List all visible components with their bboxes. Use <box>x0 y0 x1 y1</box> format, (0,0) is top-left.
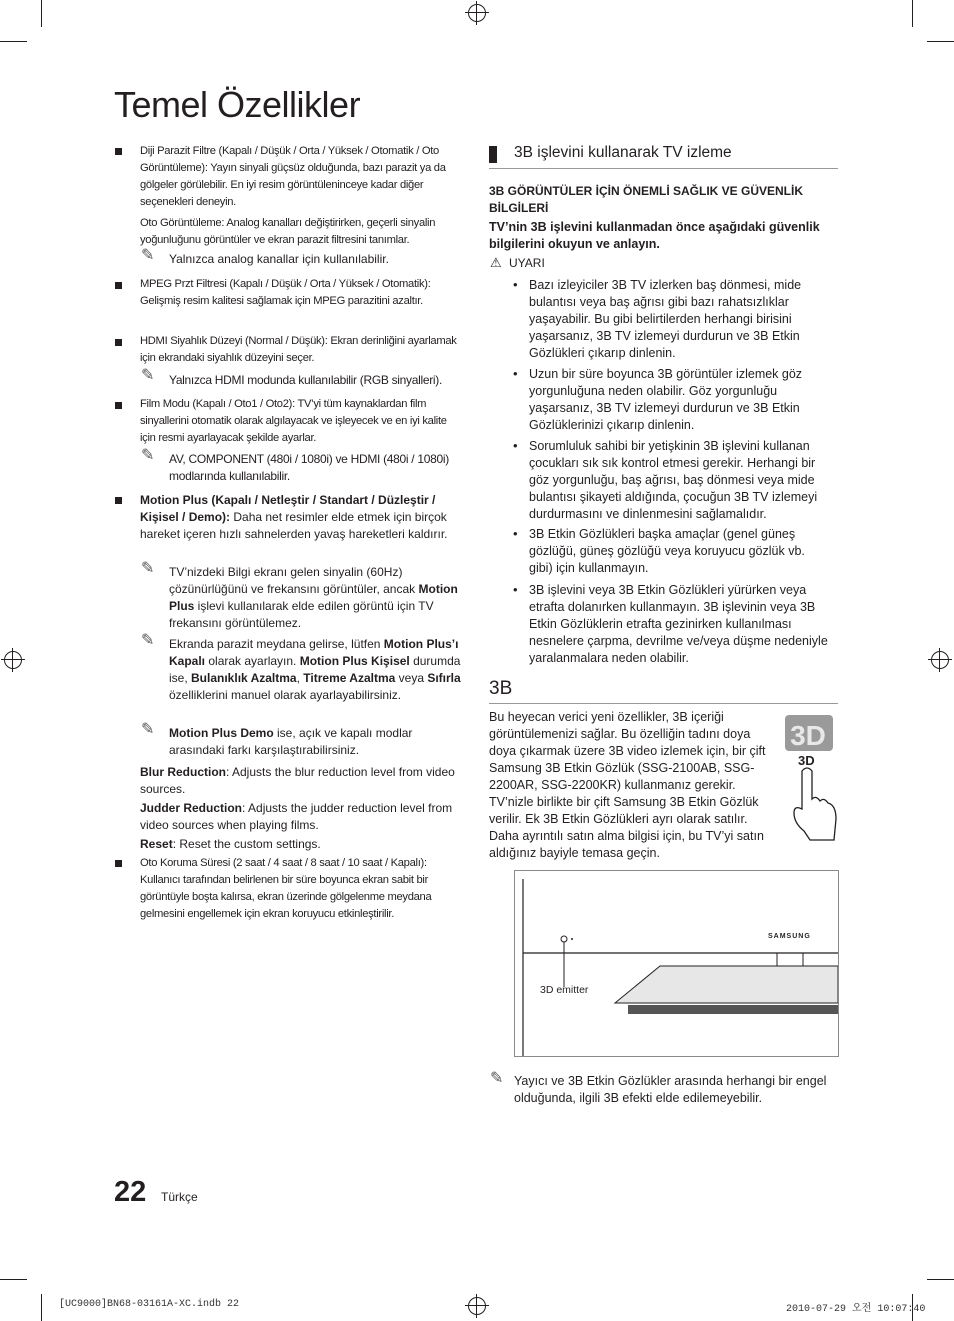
registration-mark-icon <box>4 651 22 669</box>
note-pencil-icon: ✎ <box>141 560 155 577</box>
emitter-label: 3D emitter <box>540 984 589 996</box>
bullet-dot-icon: • <box>513 277 518 292</box>
registration-mark-icon <box>931 651 949 669</box>
warning-bullet: 3B Etkin Gözlükleri başka amaçlar (genel güneş gözlüğü, güneş gözlüğü veya koruyucu gözlük vb. gibi) için kullanmayın. <box>529 527 805 575</box>
motion-note-1: TV’nizdeki Bilgi ekranı gelen sinyalin (60Hz) çözünürlüğünü ve frekansını görüntüler, ancak Motion Plus işlevi kullanılarak elde edilen görüntü için TV frekansını görüntülemez. <box>169 565 458 630</box>
registration-mark-icon <box>468 4 486 22</box>
crop-mark <box>927 41 954 42</box>
registration-mark-icon <box>468 1297 486 1315</box>
bullet-square-icon <box>115 339 122 346</box>
motion-note-3: Motion Plus Demo ise, açık ve kapalı modlar arasındaki farkı karşılaştırabilirsiniz. <box>169 726 413 757</box>
blur-reduction-text: Blur Reduction: Adjusts the blur reduction level from video sources. <box>140 765 455 796</box>
note-pencil-icon: ✎ <box>141 447 155 464</box>
emitter-diagram <box>514 870 839 1057</box>
warning-label: UYARI <box>509 256 545 270</box>
bullet-dot-icon: • <box>513 526 518 541</box>
page-number: 22 <box>114 1176 147 1208</box>
crop-mark <box>927 1279 954 1280</box>
print-slug-left: [UC9000]BN68-03161A-XC.indb 22 <box>59 1299 240 1310</box>
page-title: Temel Özellikler <box>114 84 361 125</box>
note-pencil-icon: ✎ <box>141 247 155 264</box>
bullet-square-icon <box>115 282 122 289</box>
judder-reduction-text: Judder Reduction: Adjusts the judder reduction level from video sources when playing films. <box>140 801 453 832</box>
svg-text:3D: 3D <box>790 720 826 751</box>
bullet-square-icon <box>115 148 122 155</box>
warning-icon: ⚠ <box>490 255 502 270</box>
note-pencil-icon: ✎ <box>141 721 155 738</box>
oto-goruntuleme-paragraph: Oto Görüntüleme: Analog kanalları değiştirirken, geçerli sinyalin yoğunluğunu görüntüler ve ekran parazit filtresini tanımlar. <box>140 217 436 246</box>
note-pencil-icon: ✎ <box>141 367 155 384</box>
3d-icon-label: 3D <box>798 753 815 768</box>
hdmi-note: Yalnızca HDMI modunda kullanılabilir (RGB sinyalleri). <box>169 373 443 387</box>
section-divider <box>489 703 838 704</box>
hdmi-paragraph: HDMI Siyahlık Düzeyi (Normal / Düşük): Ekran derinliğini ayarlamak için ekrandaki siyahlık düzeyini seçer. <box>140 335 457 364</box>
motion-note-2: Ekranda parazit meydana gelirse, lütfen Motion Plus’ı Kapalı olarak ayarlayın. Motion Plus Kişisel durumda ise, Bulanıklık Azaltma, Titreme Azaltma veya Sıfırla özelliklerini manuel olarak ayarlayabilirsiniz. <box>169 637 461 702</box>
bullet-dot-icon: • <box>513 582 518 597</box>
oto-koruma-paragraph: Oto Koruma Süresi (2 saat / 4 saat / 8 saat / 10 saat / Kapalı): Kullanıcı tarafından belirlenen bir süre boyunca ekran sabit bir görüntüyle boşta kalırsa, ekran üzerinde gölgelenme meydana gelmesini engellemek için ekran koruyucu etkinleştirilir. <box>140 857 432 920</box>
heading-3b: 3B <box>489 678 513 699</box>
section-marker-icon <box>489 146 497 163</box>
film-note: AV, COMPONENT (480i / 1080i) ve HDMI (480i / 1080i) modlarında kullanılabilir. <box>169 452 449 483</box>
warning-bullet: 3B işlevini veya 3B Etkin Gözlükleri yürürken veya etrafta dolanırken kullanmayın. 3B işlevinin veya 3B Etkin Gözlüklerin etrafta gezinirken kullanılması nesnelere çarpma, devrilme ve/veya düşme nedeniyle yaralanmalara neden olabilir. <box>529 583 828 665</box>
film-paragraph: Film Modu (Kapalı / Oto1 / Oto2): TV’yi tüm kaynaklardan film sinyallerini otomatik olarak algılayacak ve işleyecek ve en iyi kalite için resmi ayarlayacak şekilde ayarlar. <box>140 398 447 444</box>
intro-3b: Bu heyecan verici yeni özellikler, 3B içeriği görüntülemenizi sağlar. Bu özelliğin tadını doya doya çıkarmak üzere 3B video izlemek için, bir çift Samsung 3B Etkin Gözlük (SSG-2100AB, SSG-2200AR, SSG-2200KR) kullanmanız gerekir. TV’nizle birlikte bir çift Samsung 3B Etkin Gözlük verilir. Ek 3B Etkin Gözlükleri ayrı olarak satılır. Daha ayrıntılı satın alma bilgisi için, bu TV’yi satın aldığınız bayiyle temasa geçin. <box>489 710 766 860</box>
warning-bullet: Bazı izleyiciler 3B TV izlerken baş dönmesi, mide bulantısı veya baş ağrısı gibi bazı rahatsızlıklar yaşayabilir. Bu gibi belirtilerden herhangi birisini yaşarsanız, 3B TV izlemeyi durdurun ve 3B Etkin Gözlükleri çıkarıp dinlenin. <box>529 278 802 360</box>
mpeg-paragraph: MPEG Przt Filtresi (Kapalı / Düşük / Orta / Yüksek / Otomatik): Gelişmiş resim kalitesi sağlamak için MPEG parazitini azaltır. <box>140 278 431 307</box>
page-language: Türkçe <box>161 1190 198 1204</box>
bullet-dot-icon: • <box>513 438 518 453</box>
bottom-note: Yayıcı ve 3B Etkin Gözlükler arasında herhangi bir engel olduğunda, ilgili 3B efekti elde edilemeyebilir. <box>514 1074 827 1105</box>
health-title: 3B GÖRÜNTÜLER İÇİN ÖNEMLİ SAĞLIK VE GÜVENLİK BİLGİLERİ <box>489 184 804 215</box>
crop-mark <box>41 1294 42 1321</box>
bullet-dot-icon: • <box>513 366 518 381</box>
crop-mark <box>0 41 27 42</box>
crop-mark <box>41 0 42 27</box>
print-slug-right: 2010-07-29 오전 10:07:40 <box>786 1304 926 1315</box>
diji-heading: Diji Parazit Filtre (Kapalı / Düşük / Orta / Yüksek / Otomatik / Oto Görüntüleme) <box>140 145 439 174</box>
section-title: 3B işlevini kullanarak TV izleme <box>514 144 732 161</box>
warning-bullet: Uzun bir süre boyunca 3B görüntüler izlemek göz yorgunluğuna neden olabilir. Göz yorgunluğu yaşarsanız, 3B TV izlemeyi durdurun ve 3B Etkin Gözlüklerinizi çıkarıp dinlenin. <box>529 367 803 432</box>
diji-note: Yalnızca analog kanallar için kullanılabilir. <box>169 252 389 266</box>
motion-paragraph: Motion Plus (Kapalı / Netleştir / Standart / Düzleştir / Kişisel / Demo): Daha net resimler elde etmek için birçok hareket içeren hızlı sahnelerden yavaş hareketleri kaldırır. <box>140 493 448 541</box>
section-divider <box>489 168 838 169</box>
crop-mark <box>0 1279 27 1280</box>
crop-mark <box>912 0 913 27</box>
note-pencil-icon: ✎ <box>141 632 155 649</box>
samsung-logo: SAMSUNG <box>768 933 811 940</box>
warning-bullet: Sorumluluk sahibi bir yetişkinin 3B işlevini kullanan çocukları sık sık kontrol etmesi gerekir. Herhangi bir göz yorgunluğu, baş ağrısı, baş dönmesi veya mide bulantısı şikayeti aldığında, çocuğun 3B TV izlemeyi durdurmasını ve dinlenmesini sağlamalıdır. <box>529 439 818 521</box>
bullet-square-icon <box>115 402 122 409</box>
bullet-square-icon <box>115 497 122 504</box>
bullet-square-icon <box>115 860 122 867</box>
note-pencil-icon: ✎ <box>490 1070 504 1087</box>
3d-remote-icon <box>784 713 838 841</box>
diji-paragraph <box>140 143 465 211</box>
diji-text: : Yayın sinyali güçsüz olduğunda, bazı parazit ya da gölgeler görülebilir. En iyi resim görüntüleninceye kadar diğer seçenekleri deneyin. <box>140 162 446 208</box>
health-intro: TV’nin 3B işlevini kullanmadan önce aşağıdaki güvenlik bilgilerini okuyun ve anlayın. <box>489 220 820 251</box>
reset-text: Reset: Reset the custom settings. <box>140 837 321 851</box>
